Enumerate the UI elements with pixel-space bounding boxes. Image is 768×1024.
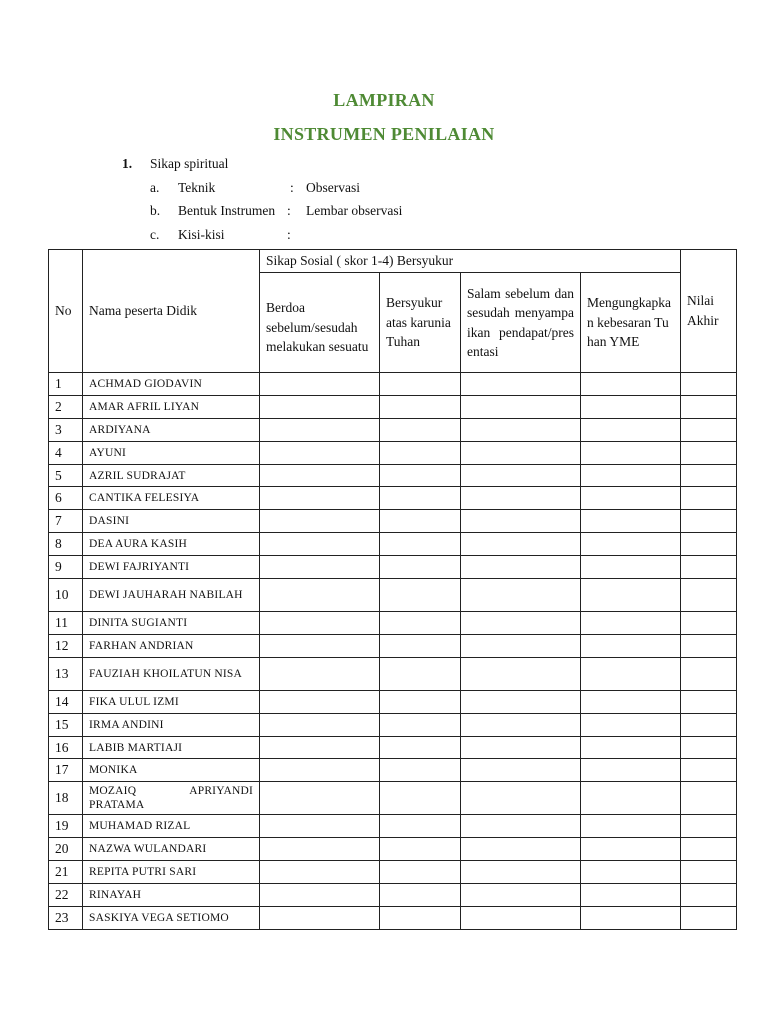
- student-name: FARHAN ANDRIAN: [83, 634, 260, 657]
- row-number: 7: [49, 510, 83, 533]
- score-greeting-cell[interactable]: [461, 556, 581, 579]
- score-greeting-cell[interactable]: [461, 657, 581, 690]
- score-pray-cell[interactable]: [260, 815, 380, 838]
- table-row: [49, 736, 737, 759]
- score-grateful-cell[interactable]: [380, 690, 461, 713]
- score-grateful-cell[interactable]: [380, 510, 461, 533]
- table-row: [49, 441, 737, 464]
- table-row: [49, 906, 737, 929]
- student-name: ARDIYANA: [83, 418, 260, 441]
- item-a-value: Observasi: [306, 180, 360, 195]
- header-group: Sikap Sosial ( skor 1-4) Bersyukur: [260, 250, 681, 273]
- score-pray-cell[interactable]: [260, 510, 380, 533]
- score-pray-cell[interactable]: [260, 861, 380, 884]
- score-pray-cell[interactable]: [260, 634, 380, 657]
- student-name: NAZWA WULANDARI: [83, 838, 260, 861]
- score-pray-cell[interactable]: [260, 736, 380, 759]
- item-a-label: Teknik: [178, 180, 216, 195]
- section-number: 1.: [122, 156, 133, 171]
- score-grateful-cell[interactable]: [380, 612, 461, 635]
- table-row: [49, 815, 737, 838]
- score-glorify-cell[interactable]: [581, 736, 681, 759]
- score-final-cell[interactable]: [681, 713, 737, 736]
- score-grateful-cell[interactable]: [380, 759, 461, 782]
- student-name: AZRIL SUDRAJAT: [83, 464, 260, 487]
- score-greeting-cell[interactable]: [461, 373, 581, 396]
- score-greeting-cell[interactable]: [461, 736, 581, 759]
- row-number: 3: [49, 418, 83, 441]
- table-row: [49, 487, 737, 510]
- score-pray-cell[interactable]: [260, 759, 380, 782]
- header-no: No: [49, 250, 83, 373]
- score-greeting-cell[interactable]: [461, 815, 581, 838]
- score-final-cell[interactable]: [681, 782, 737, 815]
- score-pray-cell[interactable]: [260, 556, 380, 579]
- score-final-cell[interactable]: [681, 906, 737, 929]
- item-c-colon: :: [287, 227, 291, 242]
- header-greeting: Salam sebelum dan sesudah menyampaikan pendapat/presentasi: [461, 273, 581, 373]
- score-glorify-cell[interactable]: [581, 690, 681, 713]
- row-number: 15: [49, 713, 83, 736]
- score-glorify-cell[interactable]: [581, 510, 681, 533]
- item-b-label: Bentuk Instrumen: [178, 203, 276, 218]
- table-row: [49, 395, 737, 418]
- score-final-cell[interactable]: [681, 759, 737, 782]
- student-name: AYUNI: [83, 441, 260, 464]
- score-pray-cell[interactable]: [260, 782, 380, 815]
- score-final-cell[interactable]: [681, 373, 737, 396]
- table-row: [49, 759, 737, 782]
- page-title: LAMPIRAN: [333, 90, 435, 110]
- score-glorify-cell[interactable]: [581, 533, 681, 556]
- score-glorify-cell[interactable]: [581, 373, 681, 396]
- table-row: [49, 838, 737, 861]
- score-pray-cell[interactable]: [260, 579, 380, 612]
- student-name: LABIB MARTIAJI: [83, 736, 260, 759]
- score-glorify-cell[interactable]: [581, 759, 681, 782]
- score-greeting-cell[interactable]: [461, 884, 581, 907]
- score-greeting-cell[interactable]: [461, 418, 581, 441]
- table-row: [49, 861, 737, 884]
- row-number: 6: [49, 487, 83, 510]
- item-b-value: Lembar observasi: [306, 203, 403, 218]
- student-name: RINAYAH: [83, 884, 260, 907]
- table-row: [49, 884, 737, 907]
- score-pray-cell[interactable]: [260, 906, 380, 929]
- score-final-cell[interactable]: [681, 533, 737, 556]
- table-row: [49, 579, 737, 612]
- student-name: MOZAIQ APRIYANDI PRATAMA: [83, 782, 260, 815]
- header-pray: Berdoa sebelum/sesudah melakukan sesuatu: [260, 273, 380, 373]
- score-glorify-cell[interactable]: [581, 395, 681, 418]
- item-b-letter: b.: [150, 203, 161, 218]
- row-number: 8: [49, 533, 83, 556]
- score-greeting-cell[interactable]: [461, 579, 581, 612]
- row-number: 23: [49, 906, 83, 929]
- assessment-table: [48, 249, 737, 930]
- row-number: 2: [49, 395, 83, 418]
- table-row: [49, 556, 737, 579]
- row-number: 18: [49, 782, 83, 815]
- score-greeting-cell[interactable]: [461, 510, 581, 533]
- score-pray-cell[interactable]: [260, 395, 380, 418]
- item-a-letter: a.: [150, 180, 160, 195]
- student-name: DASINI: [83, 510, 260, 533]
- student-name: IRMA ANDINI: [83, 713, 260, 736]
- student-name: DEWI JAUHARAH NABILAH: [83, 579, 260, 612]
- header-name: Nama peserta Didik: [83, 250, 260, 373]
- score-greeting-cell[interactable]: [461, 759, 581, 782]
- table-row: [49, 533, 737, 556]
- score-final-cell[interactable]: [681, 690, 737, 713]
- score-grateful-cell[interactable]: [380, 464, 461, 487]
- score-final-cell[interactable]: [681, 510, 737, 533]
- header-final-score: Nilai Akhir: [681, 250, 737, 373]
- score-greeting-cell[interactable]: [461, 861, 581, 884]
- table-row: [49, 690, 737, 713]
- table-row: [49, 634, 737, 657]
- score-greeting-cell[interactable]: [461, 634, 581, 657]
- score-greeting-cell[interactable]: [461, 487, 581, 510]
- score-final-cell[interactable]: [681, 612, 737, 635]
- score-greeting-cell[interactable]: [461, 782, 581, 815]
- row-number: 22: [49, 884, 83, 907]
- score-grateful-cell[interactable]: [380, 838, 461, 861]
- student-name: DINITA SUGIANTI: [83, 612, 260, 635]
- score-greeting-cell[interactable]: [461, 395, 581, 418]
- score-greeting-cell[interactable]: [461, 533, 581, 556]
- table-row: [49, 713, 737, 736]
- score-final-cell[interactable]: [681, 884, 737, 907]
- item-a-colon: :: [290, 180, 294, 195]
- score-greeting-cell[interactable]: [461, 838, 581, 861]
- student-name: MONIKA: [83, 759, 260, 782]
- page-subtitle: INSTRUMEN PENILAIAN: [273, 124, 495, 144]
- item-c-letter: c.: [150, 227, 160, 242]
- table-row: [49, 510, 737, 533]
- score-pray-cell[interactable]: [260, 418, 380, 441]
- row-number: 12: [49, 634, 83, 657]
- score-glorify-cell[interactable]: [581, 556, 681, 579]
- row-number: 20: [49, 838, 83, 861]
- student-name: DEWI FAJRIYANTI: [83, 556, 260, 579]
- score-grateful-cell[interactable]: [380, 634, 461, 657]
- student-name: ACHMAD GIODAVIN: [83, 373, 260, 396]
- student-name: FAUZIAH KHOILATUN NISA: [83, 657, 260, 690]
- score-glorify-cell[interactable]: [581, 815, 681, 838]
- table-row: [49, 464, 737, 487]
- score-final-cell[interactable]: [681, 395, 737, 418]
- score-pray-cell[interactable]: [260, 373, 380, 396]
- score-glorify-cell[interactable]: [581, 612, 681, 635]
- score-glorify-cell[interactable]: [581, 487, 681, 510]
- score-final-cell[interactable]: [681, 441, 737, 464]
- score-grateful-cell[interactable]: [380, 736, 461, 759]
- score-greeting-cell[interactable]: [461, 690, 581, 713]
- table-row: [49, 373, 737, 396]
- score-glorify-cell[interactable]: [581, 657, 681, 690]
- score-greeting-cell[interactable]: [461, 612, 581, 635]
- score-greeting-cell[interactable]: [461, 906, 581, 929]
- score-final-cell[interactable]: [681, 418, 737, 441]
- row-number: 5: [49, 464, 83, 487]
- score-grateful-cell[interactable]: [380, 533, 461, 556]
- student-name: CANTIKA FELESIYA: [83, 487, 260, 510]
- row-number: 10: [49, 579, 83, 612]
- score-grateful-cell[interactable]: [380, 884, 461, 907]
- row-number: 1: [49, 373, 83, 396]
- student-name: MUHAMAD RIZAL: [83, 815, 260, 838]
- table-row: [49, 418, 737, 441]
- section-title: Sikap spiritual: [150, 156, 229, 171]
- score-grateful-cell[interactable]: [380, 861, 461, 884]
- item-b-colon: :: [287, 203, 291, 218]
- score-glorify-cell[interactable]: [581, 441, 681, 464]
- score-grateful-cell[interactable]: [380, 713, 461, 736]
- score-grateful-cell[interactable]: [380, 579, 461, 612]
- score-glorify-cell[interactable]: [581, 634, 681, 657]
- row-number: 14: [49, 690, 83, 713]
- score-glorify-cell[interactable]: [581, 906, 681, 929]
- score-pray-cell[interactable]: [260, 713, 380, 736]
- score-pray-cell[interactable]: [260, 487, 380, 510]
- score-pray-cell[interactable]: [260, 838, 380, 861]
- row-number: 17: [49, 759, 83, 782]
- score-grateful-cell[interactable]: [380, 782, 461, 815]
- student-name: REPITA PUTRI SARI: [83, 861, 260, 884]
- score-final-cell[interactable]: [681, 556, 737, 579]
- score-final-cell[interactable]: [681, 487, 737, 510]
- student-name: DEA AURA KASIH: [83, 533, 260, 556]
- score-greeting-cell[interactable]: [461, 441, 581, 464]
- score-grateful-cell[interactable]: [380, 418, 461, 441]
- score-final-cell[interactable]: [681, 579, 737, 612]
- header-glorify: Mengungkapkan kebesaran Tuhan YME: [581, 273, 681, 373]
- row-number: 19: [49, 815, 83, 838]
- score-pray-cell[interactable]: [260, 690, 380, 713]
- score-grateful-cell[interactable]: [380, 556, 461, 579]
- score-grateful-cell[interactable]: [380, 487, 461, 510]
- score-pray-cell[interactable]: [260, 464, 380, 487]
- score-greeting-cell[interactable]: [461, 713, 581, 736]
- score-final-cell[interactable]: [681, 815, 737, 838]
- score-glorify-cell[interactable]: [581, 418, 681, 441]
- score-grateful-cell[interactable]: [380, 373, 461, 396]
- score-grateful-cell[interactable]: [380, 657, 461, 690]
- row-number: 11: [49, 612, 83, 635]
- table-row: [49, 612, 737, 635]
- score-glorify-cell[interactable]: [581, 861, 681, 884]
- student-name: FIKA ULUL IZMI: [83, 690, 260, 713]
- row-number: 21: [49, 861, 83, 884]
- table-row: [49, 657, 737, 690]
- score-pray-cell[interactable]: [260, 657, 380, 690]
- row-number: 16: [49, 736, 83, 759]
- score-greeting-cell[interactable]: [461, 464, 581, 487]
- score-final-cell[interactable]: [681, 838, 737, 861]
- score-final-cell[interactable]: [681, 464, 737, 487]
- student-name: AMAR AFRIL LIYAN: [83, 395, 260, 418]
- header-grateful: Bersyukur atas karunia Tuhan: [380, 273, 461, 373]
- row-number: 9: [49, 556, 83, 579]
- score-grateful-cell[interactable]: [380, 815, 461, 838]
- score-final-cell[interactable]: [681, 861, 737, 884]
- score-grateful-cell[interactable]: [380, 906, 461, 929]
- score-final-cell[interactable]: [681, 657, 737, 690]
- score-final-cell[interactable]: [681, 736, 737, 759]
- item-c-label: Kisi-kisi: [178, 227, 225, 242]
- score-glorify-cell[interactable]: [581, 464, 681, 487]
- score-glorify-cell[interactable]: [581, 579, 681, 612]
- score-final-cell[interactable]: [681, 634, 737, 657]
- score-grateful-cell[interactable]: [380, 395, 461, 418]
- score-glorify-cell[interactable]: [581, 782, 681, 815]
- student-name: SASKIYA VEGA SETIOMO: [83, 906, 260, 929]
- row-number: 4: [49, 441, 83, 464]
- score-pray-cell[interactable]: [260, 441, 380, 464]
- score-pray-cell[interactable]: [260, 612, 380, 635]
- score-grateful-cell[interactable]: [380, 441, 461, 464]
- score-glorify-cell[interactable]: [581, 838, 681, 861]
- score-glorify-cell[interactable]: [581, 713, 681, 736]
- score-glorify-cell[interactable]: [581, 884, 681, 907]
- table-row: [49, 782, 737, 815]
- row-number: 13: [49, 657, 83, 690]
- score-pray-cell[interactable]: [260, 884, 380, 907]
- score-pray-cell[interactable]: [260, 533, 380, 556]
